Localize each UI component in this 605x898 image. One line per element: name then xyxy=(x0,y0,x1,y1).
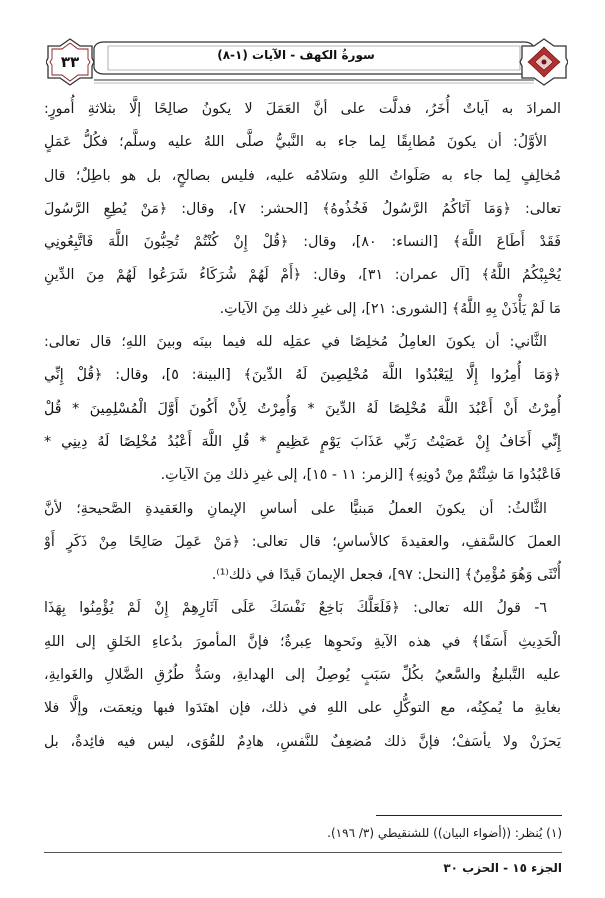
text-line: أُمِرْتُ أَنْ أَعْبُدَ اللَّهَ مُخْلِصًا لَهُ الدِّينَ * وَأُمِرْتُ لِأَنْ أَكُونَ أَوَّلَ الْمُسْلِمِينَ * قُلْ xyxy=(44,400,561,417)
text-line: عليه التَّبليغُ والسَّعيُ بكُلِّ سَبَبٍ يُوصِلُ إلى الهدايةِ، وسَدُّ طُرُقِ الضَّلالِ والغَوايةِ، xyxy=(44,667,561,684)
part-hizb-label: الجزء ١٥ - الحزب ٣٠ xyxy=(443,861,562,875)
page-header xyxy=(46,38,568,88)
text-line: الْحَدِيثِ أَسَفًا﴾ في هذه الآيةِ ونَحوِها عِبرةٌ؛ فإنَّ المأمورَ بدُعاءِ الخَلقِ إلى اللهِ xyxy=(44,633,561,650)
main-text xyxy=(44,93,561,759)
text-line: يُحْبِبْكُمُ اللَّهُ﴾ [آل عمران: ٣١]، وقال: ﴿أَمْ لَهُمْ شُرَكَاءُ شَرَعُوا لَهُمْ مِنَ الدِّينِ xyxy=(44,267,561,284)
text-line: بغايةِ ما يُمكِنُه، مع التوكُّلِ على اللهِ في ذلك، فإن اهتَدَوا فبها ونِعمَت، وإلَّا فلا xyxy=(44,700,561,717)
page-number: ٣٣ xyxy=(60,53,80,71)
text-line: إِنِّي أَخَافُ إِنْ عَصَيْتُ رَبِّي عَذَابَ يَوْمٍ عَظِيمٍ * قُلِ اللَّهَ أَعْبُدُ مُخْلِصًا لَهُ دِينِي * xyxy=(44,433,561,450)
text-line: ﴿وَمَا أُمِرُوا إِلَّا لِيَعْبُدُوا اللَّهَ مُخْلِصِينَ لَهُ الدِّينَ﴾ [البينة: ٥]، وقال: ﴿قُلْ إِنِّي xyxy=(44,367,561,384)
text-line: يَحزَنْ ولا يأسَفْ؛ فإنَّ ذلك مُضعِفٌ للنَّفسِ، هادِمٌ للقُوَى، ليس فيه فائِدةٌ، بل xyxy=(44,733,561,750)
bottom-divider xyxy=(44,852,562,853)
text-line: مُخالِفٍ لِما جاء به صَلَواتُ اللهِ وسَلامُه عليه، فليس بصالحٍ، بل هو باطِلٌ؛ قال xyxy=(44,167,561,184)
text-line: أُنْثَى وَهُوَ مُؤْمِنٌ﴾ [النحل: ٩٧]، فجعل الإيمانَ قَيدًا في ذلك⁽¹⁾. xyxy=(211,567,561,584)
footnote: (١) يُنظر: ((أضواء البيان)) للشنقيطي (٣/ ١٩٦). xyxy=(327,826,562,840)
footnote-divider xyxy=(376,815,562,816)
text-line: مَا لَمْ يَأْذَنْ بِهِ اللَّهُ﴾ [الشورى: ٢١]، إلى غيرِ ذلك مِنَ الآياتِ. xyxy=(219,300,561,317)
text-line: فَقَدْ أَطَاعَ اللَّهَ﴾ [النساء: ٨٠]، وقال: ﴿قُلْ إِنْ كُنْتُمْ تُحِبُّونَ اللَّهَ فَاتَّبِعُونِي xyxy=(44,234,561,251)
text-line: الثَّالثُ: أن يكونَ العملُ مَبنيًّا على أساسِ الإيمانِ والعَقيدةِ الصَّحيحةِ؛ لأنَّ xyxy=(44,500,547,517)
text-line: العملَ كالسَّقفِ، والعقيدةَ كالأساسِ؛ قال تعالى: ﴿مَنْ عَمِلَ صَالِحًا مِنْ ذَكَرٍ أَوْ xyxy=(44,533,561,550)
right-medallion-icon xyxy=(520,39,568,85)
text-line: تعالى: ﴿وَمَا آتَاكُمُ الرَّسُولُ فَخُذُوهُ﴾ [الحشر: ٧]، وقال: ﴿مَنْ يُطِعِ الرَّسُولَ xyxy=(44,200,561,217)
text-line: المرادَ به آياتٌ أُخَرُ، فدلَّت على أنَّ العَمَلَ لا يكونُ صالِحًا إلَّا بثلاثةِ أُمورٍ: xyxy=(44,101,561,117)
running-title: سورةُ الكهف - الآيات (١-٨) xyxy=(217,48,375,62)
text-line: الأوَّلُ: أن يكونَ مُطابِقًا لِما جاء به النَّبيُّ صلَّى اللهُ عليه وسلَّم؛ فكُلُّ عَمَلٍ xyxy=(44,134,547,151)
text-line: الثَّاني: أن يكونَ العامِلُ مُخلِصًا في عمَلِه لله فيما بينَه وبينَ اللهِ؛ قال تعالى: xyxy=(44,334,547,351)
text-line: ٦- قولُ الله تعالى: ﴿فَلَعَلَّكَ بَاخِعٌ نَفْسَكَ عَلَى آثَارِهِمْ إِنْ لَمْ يُؤْمِنُوا بِهَذَا xyxy=(44,600,547,617)
text-line: فَاعْبُدُوا مَا شِئْتُمْ مِنْ دُونِهِ﴾ [الزمر: ١١ - ١٥]، إلى غيرِ ذلك مِنَ الآياتِ. xyxy=(160,467,561,484)
